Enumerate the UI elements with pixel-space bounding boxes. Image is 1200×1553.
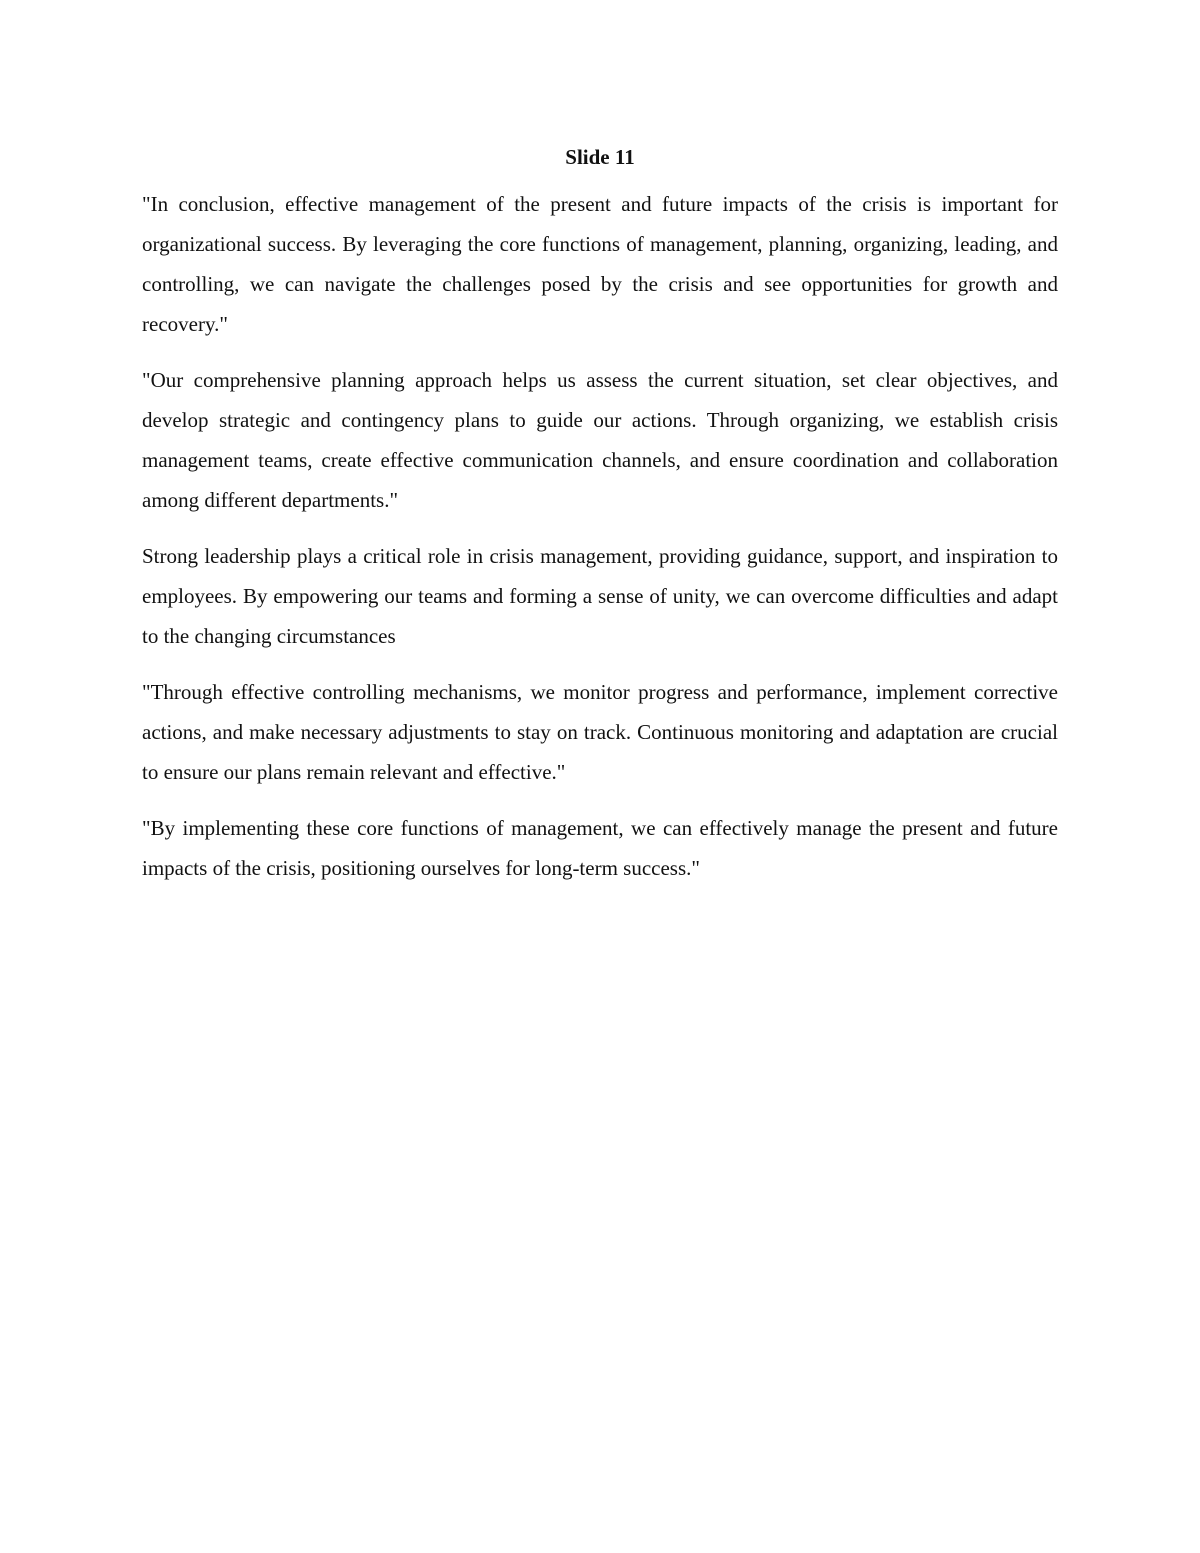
paragraph-conclusion: "In conclusion, effective management of the present and future impacts of the crisis is important for organizational success. By leveraging the core functions of management, planning, organizing, leading, and controlling, we can navigate the challenges posed by the crisis and see opportunities for growth and recovery." [142, 192, 1058, 336]
paragraph-leadership: Strong leadership plays a critical role in crisis management, providing guidance, support, and inspiration to employees. By empowering our teams and forming a sense of unity, we can overcome difficulties and adapt to the changing circumstances [142, 544, 1058, 648]
paragraph-planning: "Our comprehensive planning approach helps us assess the current situation, set clear objectives, and develop strategic and contingency plans to guide our actions. Through organizing, we establish crisis management teams, create effective communication channels, and ensure coordination and collaboration among different departments." [142, 368, 1058, 512]
slide-title: Slide 11 [565, 145, 635, 169]
document-body [142, 142, 1058, 904]
paragraph-controlling: "Through effective controlling mechanisms, we monitor progress and performance, implement corrective actions, and make necessary adjustments to stay on track. Continuous monitoring and adaptation are crucial to ensure our plans remain relevant and effective." [142, 680, 1058, 784]
paragraph-summary: "By implementing these core functions of management, we can effectively manage the present and future impacts of the crisis, positioning ourselves for long-term success." [142, 816, 1058, 880]
